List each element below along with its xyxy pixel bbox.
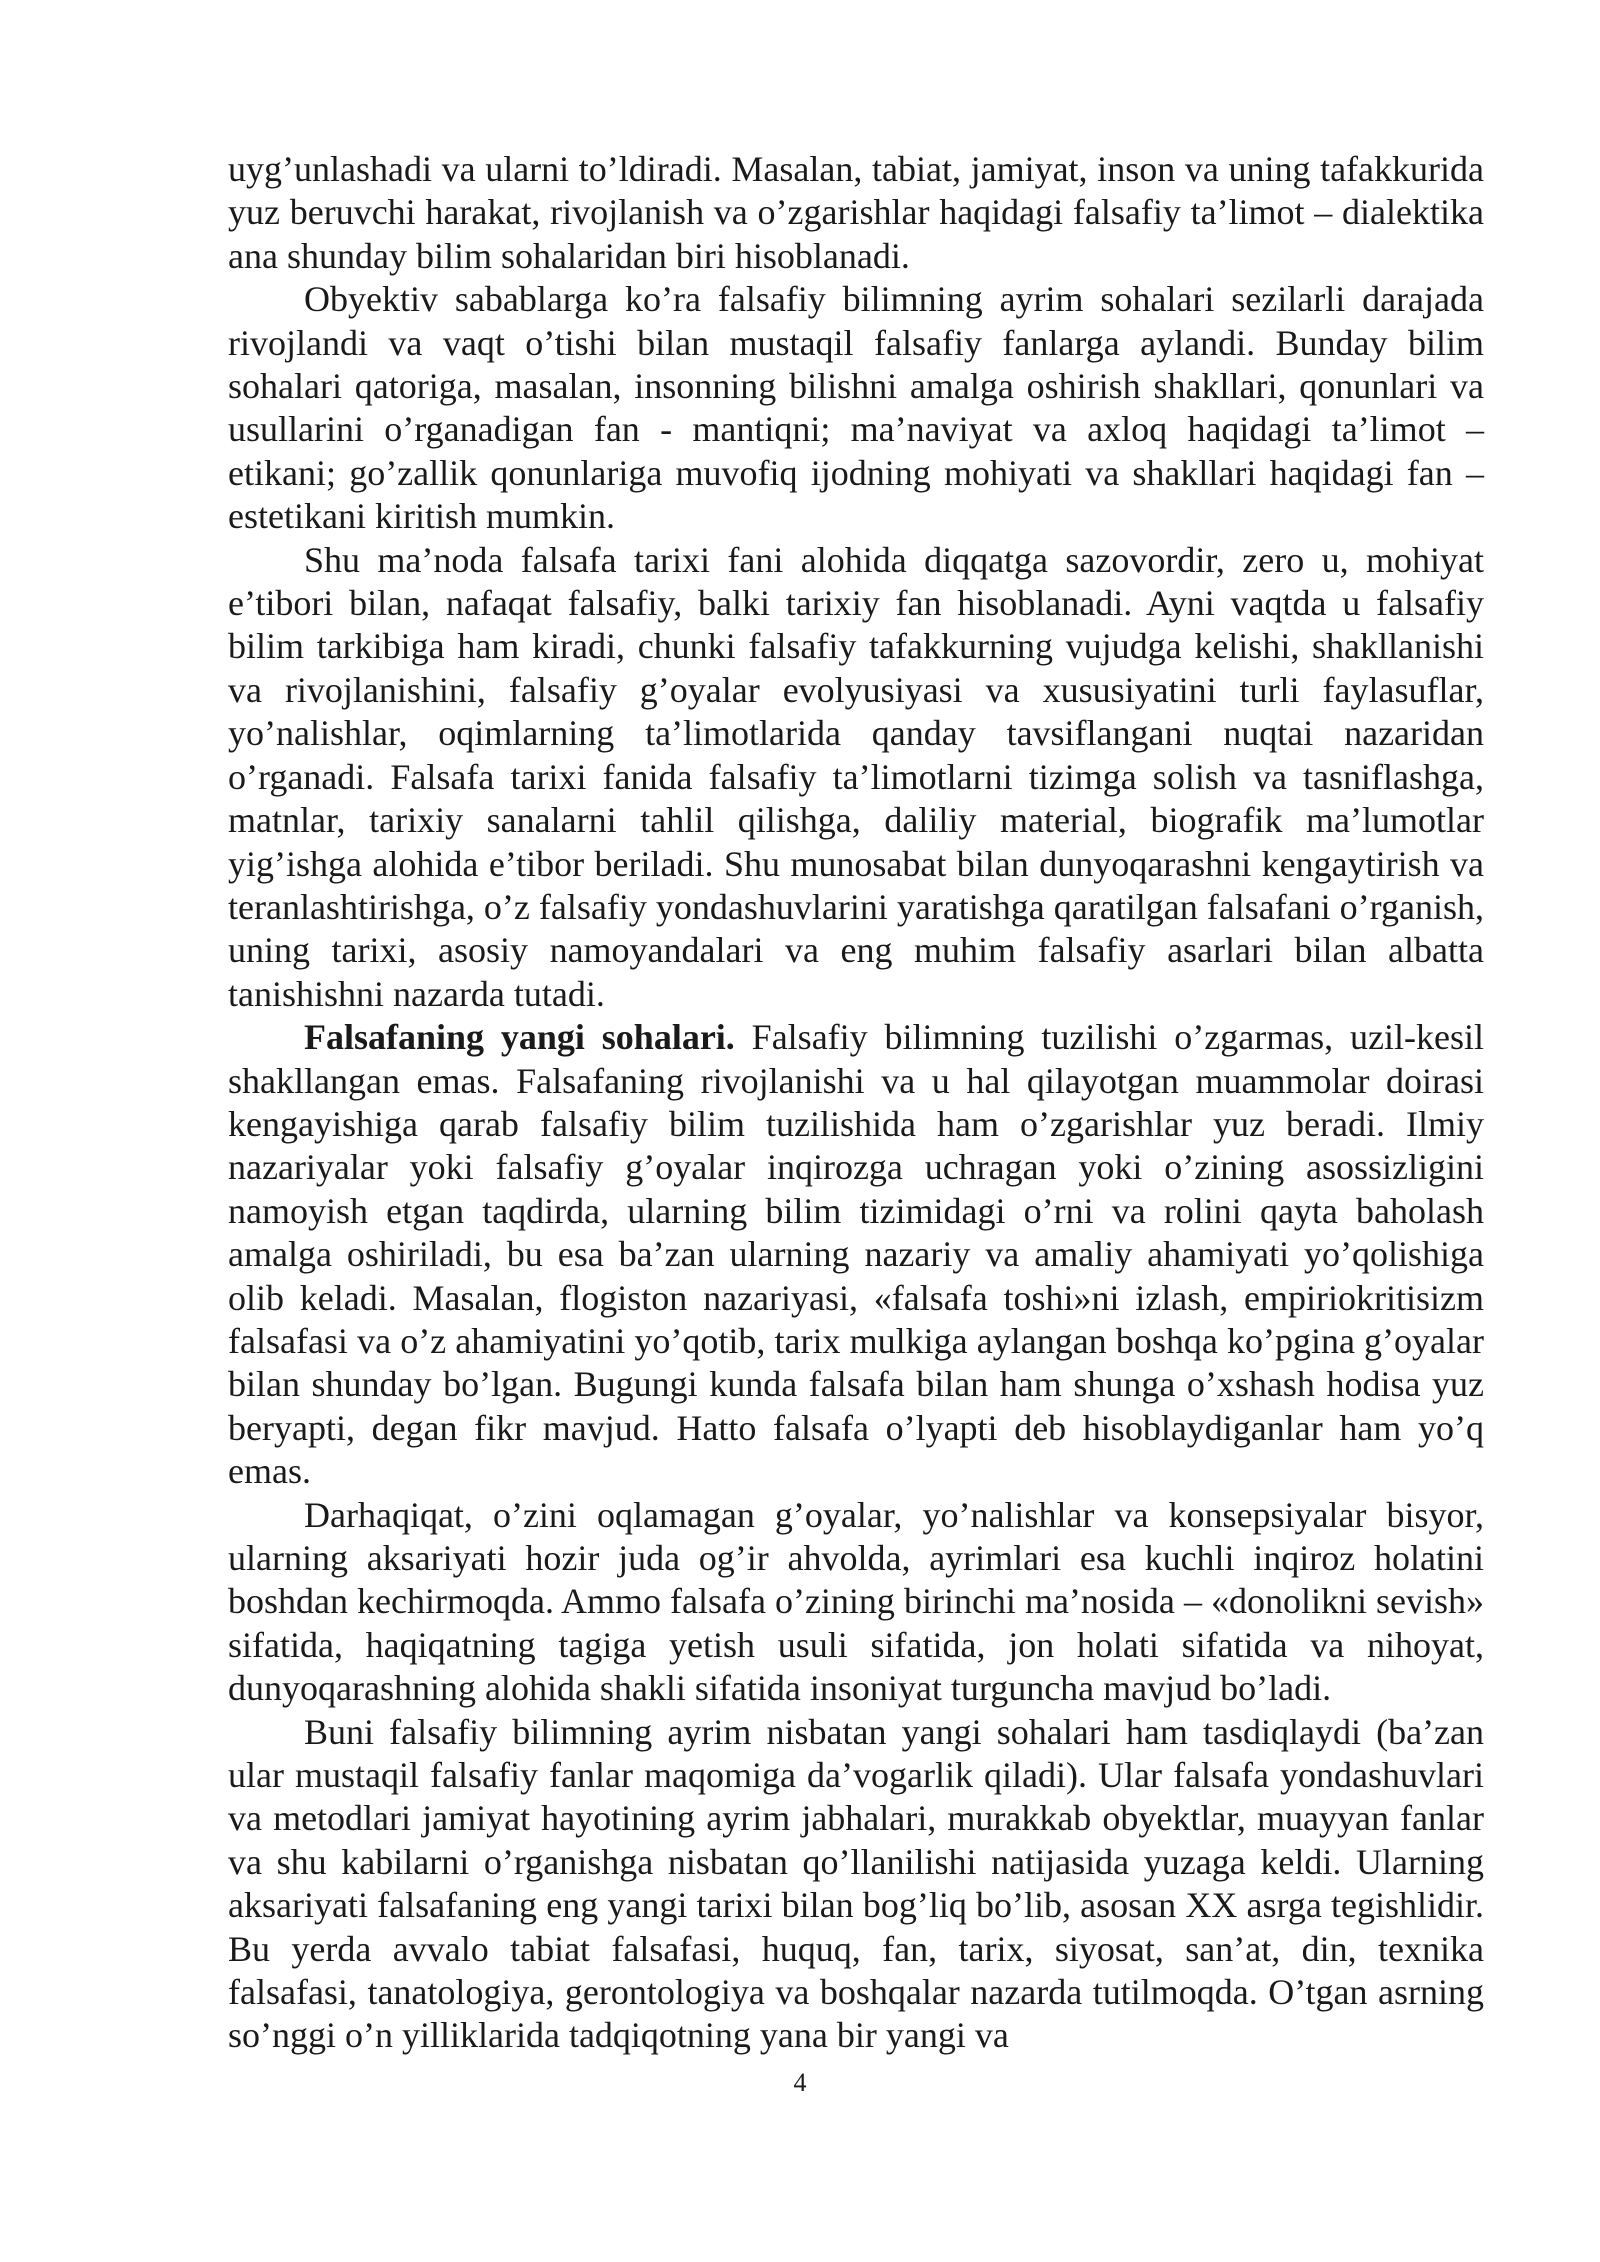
section-heading: Falsafaning yangi sohalari. — [304, 1017, 735, 1058]
document-body — [228, 148, 1484, 2058]
paragraph-2-text: Obyektiv sabablarga ko’ra falsafiy bilimning ayrim sohalari sezilarli darajada rivojlandi va vaqt o’tishi bilan mustaqil falsafiy fanlarga aylandi. Bunday bilim sohalari qatoriga, masalan, insonning bilishni amalga oshirish shakllari, qonunlari va usullarini o’rganadigan fan - mantiqni; ma’naviyat va axloq haqidagi ta’limot – etikani; go’zallik qonunlariga muvofiq ijodning mohiyati va shakllari haqidagi fan – estetikani kiritish mumkin. — [228, 279, 1484, 537]
paragraph-3 — [228, 539, 1484, 1016]
page-number: 4 — [793, 2068, 807, 2097]
paragraph-5-text: Darhaqiqat, o’zini oqlamagan g’oyalar, yo’nalishlar va konsepsiyalar bisyor, ularning aksariyati hozir juda og’ir ahvolda, ayrimlari esa kuchli inqiroz holatini boshdan kechirmoqda. Ammo falsafa o’zining birinchi ma’nosida – «donolikni sevish» sifatida, haqiqatning tagiga yetish usuli sifatida, jon holati sifatida va nihoyat, dunyoqarashning alohida shakli sifatida insoniyat turguncha mavjud bo’ladi. — [228, 1494, 1484, 1709]
paragraph-6-text: Buni falsafiy bilimning ayrim nisbatan yangi sohalari ham tasdiqlaydi (ba’zan ular mustaqil falsafiy fanlar maqomiga da’vogarlik qiladi). Ular falsafa yondashuvlari va metodlari jamiyat hayotining ayrim jabhalari, murakkab obyektlar, muayyan fanlar va shu kabilarni o’rganishga nisbatan qo’llanilishi natijasida yuzaga keldi. Ularning aksariyati falsafaning eng yangi tarixi bilan bog’liq bo’lib, asosan XX asrga tegishlidir. Bu yerda avvalo tabiat falsafasi, huquq, fan, tarix, siyosat, san’at, din, texnika falsafasi, tanatologiya, gerontologiya va boshqalar nazarda tutilmoqda. O’tgan asrning so’nggi o’n yilliklarida tadqiqotning yana bir yangi va — [228, 1711, 1484, 2056]
paragraph-5 — [228, 1494, 1484, 1711]
paragraph-4-text: Falsafiy bilimning tuzilishi o’zgarmas, uzil-kesil shakllangan emas. Falsafaning rivojlanishi va u hal qilayotgan muammolar doirasi kengayishiga qarab falsafiy bilim tuzilishida ham o’zgarishlar yuz beradi. Ilmiy nazariyalar yoki falsafiy g’oyalar inqirozga uchragan yoki o’zining asossizligini namoyish etgan taqdirda, ularning bilim tizimidagi o’rni va rolini qayta baholash amalga oshiriladi, bu esa ba’zan ularning nazariy va amaliy ahamiyati yo’qolishiga olib keladi. Masalan, flogiston nazariyasi, «falsafa toshi»ni izlash, empiriokritisizm falsafasi va o’z ahamiyatini yo’qotib, tarix mulkiga aylangan boshqa ko’pgina g’oyalar bilan shunday bo’lgan. Bugungi kunda falsafa bilan ham shunga o’xshash hodisa yuz beryapti, degan fikr mavjud. Hatto falsafa o’lyapti deb hisoblaydiganlar ham yo’q emas. — [228, 1017, 1485, 1492]
paragraph-1-text: uyg’unlashadi va ularni to’ldiradi. Masalan, tabiat, jamiyat, inson va uning tafakkurida yuz beruvchi harakat, rivojlanish va o’zgarishlar haqidagi falsafiy ta’limot – dialektika ana shunday bilim sohalaridan biri hisoblanadi. — [228, 149, 1484, 276]
paragraph-6 — [228, 1711, 1484, 2058]
paragraph-2 — [228, 278, 1484, 538]
paragraph-4 — [228, 1016, 1484, 1493]
paragraph-3-text: Shu ma’noda falsafa tarixi fani alohida diqqatga sazovordir, zero u, mohiyat e’tibori bilan, nafaqat falsafiy, balki tarixiy fan hisoblanadi. Ayni vaqtda u falsafiy bilim tarkibiga ham kiradi, chunki falsafiy tafakkurning vujudga kelishi, shakllanishi va rivojlanishini, falsafiy g’oyalar evolyusiyasi va xususiyatini turli faylasuflar, yo’nalishlar, oqimlarning ta’limotlarida qanday tavsiflangani nuqtai nazaridan o’rganadi. Falsafa tarixi fanida falsafiy ta’limotlarni tizimga solish va tasniflashga, matnlar, tarixiy sanalarni tahlil qilishga, daliliy material, biografik ma’lumotlar yig’ishga alohida e’tibor beriladi. Shu munosabat bilan dunyoqarashni kengaytirish va teranlashtirishga, o’z falsafiy yondashuvlarini yaratishga qaratilgan falsafani o’rganish, uning tarixi, asosiy namoyandalari va eng muhim falsafiy asarlari bilan albatta tanishishni nazarda tutadi. — [228, 539, 1484, 1014]
paragraph-1 — [228, 148, 1484, 278]
